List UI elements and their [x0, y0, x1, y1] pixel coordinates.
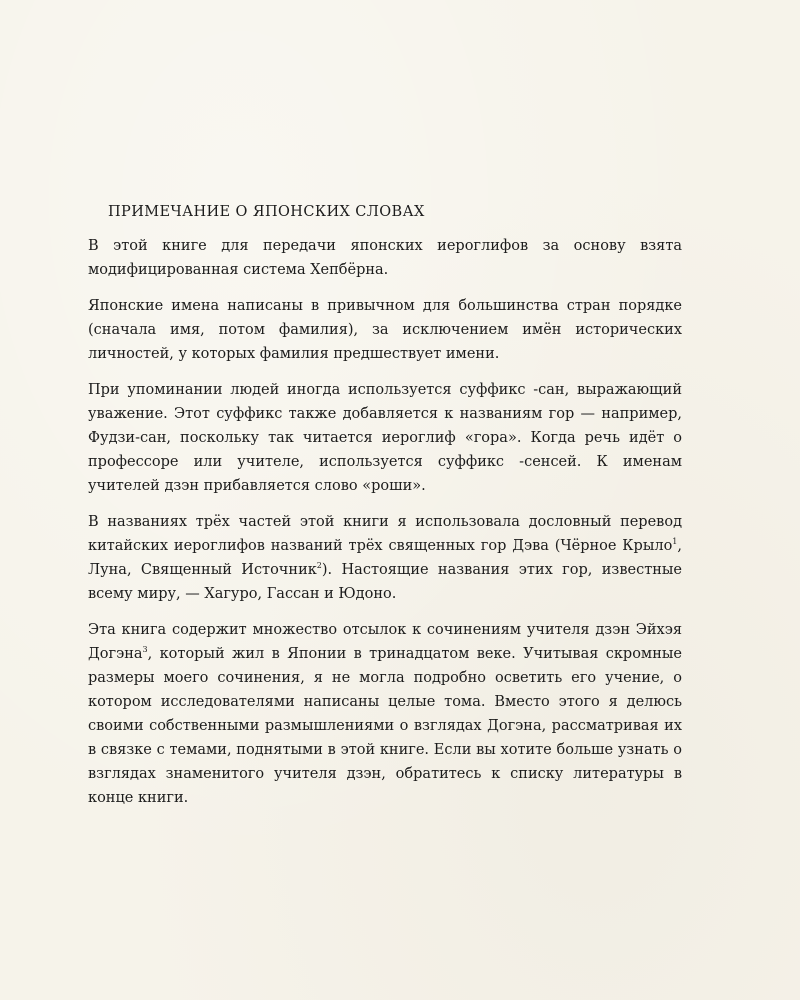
paragraph-transliteration: В этой книге для передачи японских иероглифов за основу взята модифицированная система Хепбёрна. [88, 238, 682, 278]
footnote-marker-2: 2 [316, 561, 322, 570]
section-heading: ПРИМЕЧАНИЕ О ЯПОНСКИХ СЛОВАХ [108, 204, 425, 220]
footnote-marker-3: 3 [142, 645, 148, 654]
paragraph-mountain-names [88, 510, 682, 606]
paragraph-text: , который жил в Японии в тринадцатом веке. Учитывая скромные размеры моего сочинения, я не могла подробно осветить его учение, о котором исследователями написаны целые тома. Вместо этого я делюсь своими собственными размышлениями о взглядах Догэна, рассматривая их в связке с темами, поднятыми в этой книге. Если вы хотите больше узнать о взглядах знаменитого учителя дзэн, обратитесь к списку литературы в конце книги. [88, 646, 682, 806]
paragraph-text: В названиях трёх частей этой книги я использовала дословный перевод китайских иероглифов названий трёх священных гор Дэва (Чёрное Крыло [88, 514, 682, 554]
paragraph-text: ). Настоящие названия этих гор, известные всему миру, — Хагуро, Гассан и Юдоно. [88, 562, 683, 602]
paragraph-name-order: Японские имена написаны в привычном для большинства стран порядке (сначала имя, потом фамилия), за исключением имён исторических личностей, у которых фамилия предшествует имени. [88, 298, 682, 362]
paragraph-honorifics: При упоминании людей иногда используется суффикс -сан, выражающий уважение. Этот суффикс также добавляется к названиям гор — например, Фудзи-сан, поскольку так читается иероглиф «гора». Когда речь идёт о профессоре или учителе, используется суффикс -сенсей. К именам учителей дзэн прибавляется слово «роши». [88, 382, 682, 494]
footnote-marker-1: 1 [672, 537, 678, 546]
paragraph-dogen [88, 618, 682, 810]
note-section [88, 200, 682, 822]
paragraph-text: Эта книга содержит множество отсылок к сочинениям учителя дзэн Эйхэя Догэна [88, 622, 682, 662]
paragraph-text: , Луна, Священный Источник [88, 538, 682, 578]
